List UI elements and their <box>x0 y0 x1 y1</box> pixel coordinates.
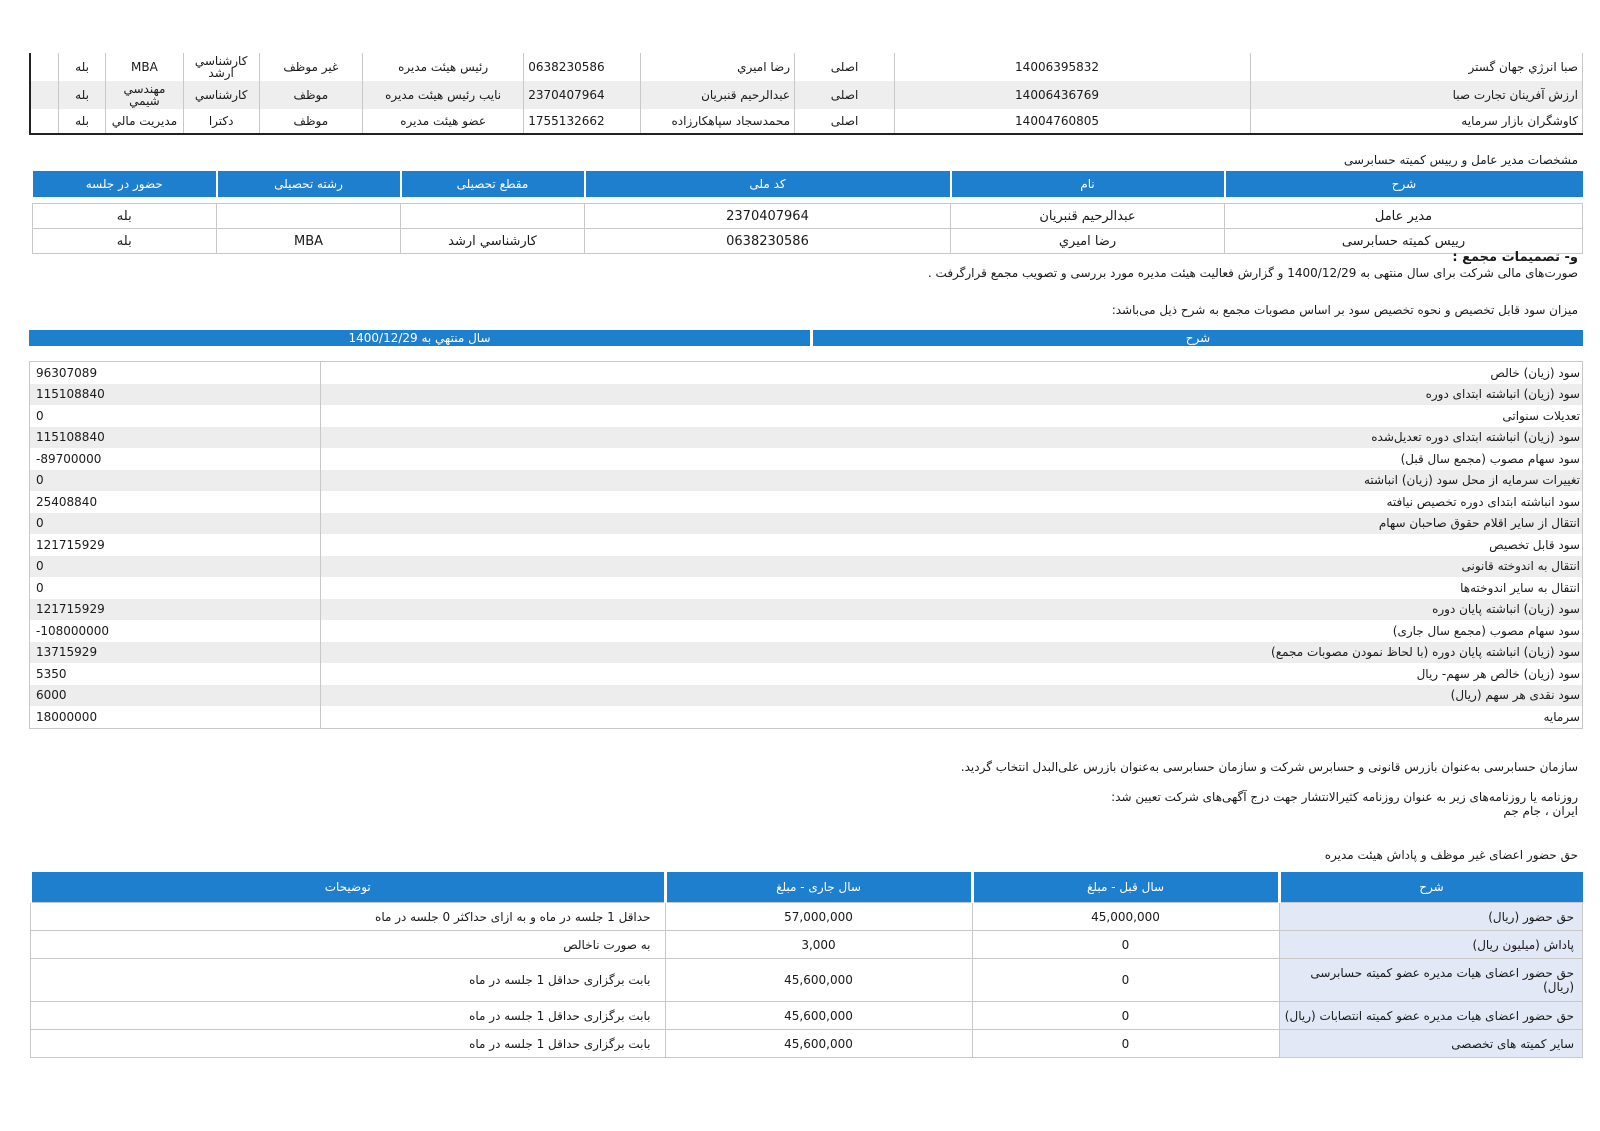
dividend-value-cell: 25408840 <box>30 491 321 513</box>
role-cell: نايب رئيس هيئت مديره <box>362 81 523 109</box>
dividend-table <box>29 361 1583 729</box>
col-header-notes: توضیحات <box>31 872 666 903</box>
national-id-cell: 14006436769 <box>895 81 1251 109</box>
table-row <box>30 491 1583 513</box>
table-row <box>30 384 1583 406</box>
table-row <box>31 903 1583 931</box>
dividend-label-cell: سود (زیان) خالص <box>1490 365 1580 380</box>
dividend-value-cell: 115108840 <box>30 427 321 449</box>
current-year-cell: 45,600,000 <box>665 1002 972 1030</box>
dividend-value-cell: 0 <box>30 556 321 578</box>
national-id-cell: 14006395832 <box>895 53 1251 81</box>
employment-cell: موظف <box>259 109 362 134</box>
dividend-value-cell: 5350 <box>30 663 321 685</box>
col-header-current-year: سال جاری - مبلغ <box>665 872 972 903</box>
dividend-value-cell: 6000 <box>30 685 321 707</box>
name-cell: رضا اميري <box>951 229 1225 254</box>
col-header-year: سال منتهي به 1400/12/29 <box>29 330 810 346</box>
dividend-intro: میزان سود قابل تخصیص و نحوه تخصیص سود بر اساس مصوبات مجمع به شرح ذیل می‌باشد: <box>1111 303 1578 317</box>
national-id-cell: 14004760805 <box>895 109 1251 134</box>
table-row <box>31 1002 1583 1030</box>
table-row <box>30 81 1583 109</box>
dividend-value-cell: 121715929 <box>30 599 321 621</box>
fee-desc-cell: حق حضور اعضای هیات مدیره عضو کمیته انتصابات (ریال) <box>1279 1002 1583 1030</box>
dividend-label-cell: سود انباشته ابتدای دوره تخصیص نیافته <box>1386 494 1580 509</box>
fee-desc-cell: سایر کمیته های تخصصی <box>1279 1030 1583 1058</box>
manager-auditor-table <box>31 171 1583 254</box>
dividend-value-cell: 115108840 <box>30 384 321 406</box>
dividend-label-cell: سود نقدی هر سهم (ریال) <box>321 685 1583 707</box>
col-header-attendance: حضور در جلسه <box>32 171 217 197</box>
field-cell: MBA <box>217 229 401 254</box>
financial-statements-approval: صورت‌های مالی شرکت برای سال منتهی به 1400/12/29 و گزارش فعالیت هیئت مدیره مورد بررسی و تصویب مجمع قرارگرفت . <box>927 266 1578 280</box>
dividend-label-cell: انتقال از سایر اقلام حقوق صاحبان سهام <box>321 513 1583 535</box>
table-row <box>30 362 1583 384</box>
company-name-cell: ارزش آفرينان تجارت صبا <box>1250 81 1582 109</box>
table-row <box>30 470 1583 492</box>
fees-section-title: حق حضور اعضای غیر موظف و پاداش هیئت مدیره <box>1324 848 1578 862</box>
table-row <box>31 931 1583 959</box>
current-year-cell: 45,600,000 <box>665 1030 972 1058</box>
col-header-degree: مقطع تحصیلی <box>401 171 585 197</box>
col-header-national-id: کد ملی <box>585 171 951 197</box>
table-row <box>30 620 1583 642</box>
degree-cell: دکترا <box>183 109 259 134</box>
person-name-cell: محمدسجاد سپاهکارزاده <box>641 109 795 134</box>
dividend-label-cell: سود (زیان) خالص هر سهم- ریال <box>1416 666 1580 681</box>
person-id-cell: 1755132662 <box>524 109 641 134</box>
role-cell: رئيس هيئت مديره <box>362 53 523 81</box>
person-id-cell: 0638230586 <box>524 53 641 81</box>
table-row <box>32 204 1583 229</box>
dividend-label-cell: انتقال به سایر اندوخته‌ها <box>1460 580 1580 595</box>
dividend-label-cell: سود (زیان) انباشته پایان دوره <box>321 599 1583 621</box>
field-cell: مديريت مالي <box>106 109 183 134</box>
dividend-label-cell: سود (زیان) انباشته پایان دوره (با لحاظ نمودن مصوبات مجمع) <box>321 642 1583 664</box>
table-row <box>31 959 1583 1002</box>
col-header-field: رشته تحصیلی <box>217 171 401 197</box>
employment-cell: موظف <box>259 81 362 109</box>
auditor-text: سازمان حسابرسی به‌عنوان بازرس قانونی و حسابرس شرکت و سازمان حسابرسی به‌عنوان بازرس علی‌البدل انتخاب گردید. <box>960 760 1578 774</box>
dividend-value-cell: 121715929 <box>30 534 321 556</box>
current-year-cell: 45,600,000 <box>665 959 972 1002</box>
dividend-label-cell: تعدیلات سنواتی <box>1502 408 1580 423</box>
notes-cell: بابت برگزاری حداقل 1 جلسه در ماه <box>31 1002 666 1030</box>
board-members-table <box>29 53 1583 135</box>
prev-year-cell: 0 <box>972 1002 1279 1030</box>
person-name-cell: عبدالرحيم قنبريان <box>641 81 795 109</box>
dividend-label-cell: انتقال به اندوخته قانونی <box>321 556 1583 578</box>
dividend-label-cell: سود (زیان) انباشته ابتدای دوره تعدیل‌شده <box>321 427 1583 449</box>
fee-desc-cell: پاداش (میلیون ریال) <box>1279 931 1583 959</box>
fee-desc-cell: حق حضور اعضای هیات مدیره عضو کمیته حسابرسی (ریال) <box>1279 959 1583 1002</box>
dividend-value-cell: 96307089 <box>30 362 321 384</box>
field-cell <box>217 204 401 229</box>
dividend-label-cell: سود قابل تخصیص <box>1489 537 1580 552</box>
degree-cell <box>401 204 585 229</box>
notes-cell: بابت برگزاری حداقل 1 جلسه در ماه <box>31 1030 666 1058</box>
desc-cell: رییس کمیته حسابرسی <box>1225 229 1583 254</box>
table-row <box>30 556 1583 578</box>
fee-desc-cell: حق حضور (ریال) <box>1279 903 1583 931</box>
attendance-cell: بله <box>32 204 217 229</box>
national-id-cell: 0638230586 <box>585 229 951 254</box>
desc-cell: مدیر عامل <box>1225 204 1583 229</box>
table-row <box>30 448 1583 470</box>
dividend-label-cell: سرمایه <box>1543 709 1580 724</box>
field-cell: MBA <box>106 53 183 81</box>
role-cell: عضو هيئت مديره <box>362 109 523 134</box>
current-year-cell: 3,000 <box>665 931 972 959</box>
national-id-cell: 2370407964 <box>585 204 951 229</box>
person-id-cell: 2370407964 <box>524 81 641 109</box>
col-header-desc: شرح <box>1225 171 1583 197</box>
dividend-value-cell: 0 <box>30 513 321 535</box>
table-row <box>30 685 1583 707</box>
manager-section-title: مشخصات مدیر عامل و رییس کمیته حسابرسی <box>1343 153 1578 167</box>
current-year-cell: 57,000,000 <box>665 903 972 931</box>
newspaper-text: روزنامه یا روزنامه‌های زیر به عنوان روزنامه کثیرالانتشار جهت درج آگهی‌های شرکت تعیین شد: <box>1111 790 1578 804</box>
prev-year-cell: 0 <box>972 1030 1279 1058</box>
prev-year-cell: 0 <box>972 931 1279 959</box>
degree-cell: کارشناسي <box>183 81 259 109</box>
employment-cell: غير موظف <box>259 53 362 81</box>
newspaper-names: ایران ، جام جم <box>1503 804 1578 818</box>
decisions-title: و- تصمیمات مجمع : <box>1452 250 1578 265</box>
table-row <box>30 599 1583 621</box>
dividend-value-cell: -89700000 <box>30 448 321 470</box>
table-row <box>32 229 1583 254</box>
col-header-desc: شرح <box>810 330 1583 346</box>
company-name-cell: کاوشگران بازار سرمايه <box>1250 109 1582 134</box>
prev-year-cell: 0 <box>972 959 1279 1002</box>
table-row <box>30 109 1583 134</box>
person-name-cell: رضا اميري <box>641 53 795 81</box>
col-header-desc: شرح <box>1279 872 1583 903</box>
member-type-cell: اصلی <box>795 109 895 134</box>
table-row <box>30 534 1583 556</box>
table-row <box>30 706 1583 728</box>
dividend-value-cell: 0 <box>30 577 321 599</box>
dividend-value-cell: 0 <box>30 470 321 492</box>
dividend-label-cell: سود سهام مصوب (مجمع سال جاری) <box>1392 623 1580 638</box>
dividend-value-cell: -108000000 <box>30 620 321 642</box>
table-row <box>30 427 1583 449</box>
table-row <box>30 513 1583 535</box>
prev-year-cell: 45,000,000 <box>972 903 1279 931</box>
table-row <box>31 1030 1583 1058</box>
member-type-cell: اصلی <box>795 81 895 109</box>
attendance-cell: بله <box>32 229 217 254</box>
table-row <box>30 642 1583 664</box>
col-header-prev-year: سال قبل - مبلغ <box>972 872 1279 903</box>
attendance-cell: بله <box>58 109 105 134</box>
attendance-cell: بله <box>58 53 105 81</box>
member-type-cell: اصلی <box>795 53 895 81</box>
degree-cell: کارشناسي ارشد <box>183 53 259 81</box>
dividend-label-cell: سود (زیان) انباشته ابتدای دوره <box>321 384 1583 406</box>
notes-cell: به صورت ناخالص <box>31 931 666 959</box>
dividend-value-cell: 13715929 <box>30 642 321 664</box>
table-row <box>30 577 1583 599</box>
dividend-label-cell: تغییرات سرمایه از محل سود (زیان) انباشته <box>321 470 1583 492</box>
notes-cell: حداقل 1 جلسه در ماه و به ازای حداکثر 0 جلسه در ماه <box>31 903 666 931</box>
dividend-label-cell: سود سهام مصوب (مجمع سال قبل) <box>1400 451 1580 466</box>
company-name-cell: صبا انرژي جهان گستر <box>1250 53 1582 81</box>
field-cell: مهندسي شيمي <box>106 81 183 109</box>
degree-cell: کارشناسي ارشد <box>401 229 585 254</box>
table-row <box>30 663 1583 685</box>
dividend-table-header <box>29 330 1583 346</box>
dividend-value-cell: 0 <box>30 405 321 427</box>
table-row <box>30 53 1583 81</box>
dividend-value-cell: 18000000 <box>30 706 321 728</box>
notes-cell: بابت برگزاری حداقل 1 جلسه در ماه <box>31 959 666 1002</box>
board-fees-table <box>29 872 1583 1058</box>
name-cell: عبدالرحيم قنبريان <box>951 204 1225 229</box>
attendance-cell: بله <box>58 81 105 109</box>
col-header-name: نام <box>951 171 1225 197</box>
table-row <box>30 405 1583 427</box>
